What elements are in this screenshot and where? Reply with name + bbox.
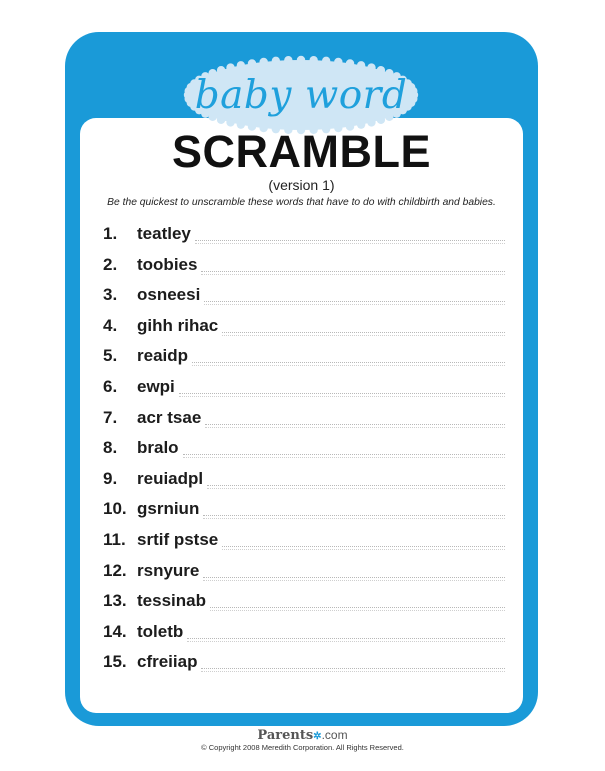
answer-line	[201, 271, 505, 272]
scrambled-word: teatley	[137, 224, 191, 243]
scrambled-word: gsrniun	[137, 499, 200, 519]
item-number: 6.	[103, 376, 118, 396]
answer-guide-line	[187, 641, 505, 642]
list-item	[103, 467, 505, 498]
item-number: 4.	[103, 315, 118, 335]
version-label: (version 1)	[268, 177, 335, 193]
scrambled-word: osneesi	[137, 285, 201, 305]
answer-line	[204, 301, 505, 302]
item-number: 13.	[103, 591, 127, 611]
item-number: 10.	[103, 499, 127, 519]
scrambled-word: reuiadpl	[137, 468, 204, 488]
scrambled-word: ewpi	[137, 376, 175, 396]
answer-guide-line	[222, 335, 505, 336]
answer-line	[192, 362, 505, 363]
scrambled-word: srtif pstse	[137, 529, 219, 549]
list-item	[103, 650, 505, 681]
scramble-word-list	[103, 222, 505, 681]
answer-guide-line	[203, 580, 505, 581]
list-item	[103, 344, 505, 375]
scrambled-word: cfreiiap	[137, 652, 198, 672]
answer-line	[183, 454, 505, 455]
list-item	[103, 436, 505, 467]
answer-guide-line	[222, 549, 505, 550]
answer-guide-line	[201, 671, 505, 672]
list-item	[103, 528, 505, 559]
scrambled-word: toletb	[137, 621, 184, 641]
scrambled-word: tessinab	[137, 591, 206, 611]
instructions-text: Be the quickest to unscramble these words that have to do with childbirth and babies.	[107, 197, 496, 208]
answer-line	[205, 424, 505, 425]
answer-guide-line	[210, 610, 505, 611]
star-icon: ✲	[313, 731, 322, 742]
answer-line	[179, 393, 505, 394]
answer-line	[222, 546, 505, 547]
item-number: 9.	[103, 468, 118, 488]
answer-guide-line	[179, 396, 505, 397]
answer-line	[210, 607, 505, 608]
list-item	[103, 314, 505, 345]
list-item	[103, 620, 505, 651]
answer-guide-line	[192, 365, 505, 366]
item-number: 15.	[103, 652, 127, 672]
list-item	[103, 497, 505, 528]
baby-word-badge	[182, 54, 420, 136]
copyright-notice: © Copyright 2008 Meredith Corporation. All Rights Reserved.	[201, 743, 404, 752]
answer-guide-line	[207, 488, 505, 489]
logo-name: Parents	[257, 728, 314, 743]
scrambled-word: gihh rihac	[137, 315, 219, 335]
list-item	[103, 222, 505, 253]
list-item	[103, 375, 505, 406]
answer-line	[187, 638, 505, 639]
logo-suffix: .com	[321, 728, 348, 742]
item-number: 3.	[103, 285, 118, 305]
badge-text: baby word	[194, 72, 408, 118]
page-title: SCRAMBLE	[172, 126, 431, 177]
item-number: 5.	[103, 346, 118, 366]
parents-logo	[0, 728, 605, 743]
item-number: 12.	[103, 560, 127, 580]
answer-guide-line	[203, 518, 505, 519]
answer-guide-line	[201, 274, 505, 275]
list-item	[103, 253, 505, 284]
list-item	[103, 283, 505, 314]
answer-line	[203, 515, 505, 516]
answer-guide-line	[205, 427, 505, 428]
item-number: 11.	[103, 529, 126, 549]
scrambled-word: reaidp	[137, 346, 189, 366]
scrambled-word: rsnyure	[137, 560, 200, 580]
answer-line	[201, 668, 505, 669]
item-number: 2.	[103, 254, 118, 274]
answer-guide-line	[183, 457, 505, 458]
answer-line	[222, 332, 505, 333]
answer-line	[203, 577, 505, 578]
answer-guide-line	[204, 304, 505, 305]
item-number: 1.	[103, 224, 118, 243]
answer-guide-line	[195, 243, 505, 244]
item-number: 7.	[103, 407, 118, 427]
list-item	[103, 559, 505, 590]
answer-line	[207, 485, 505, 486]
item-number: 8.	[103, 438, 118, 458]
scrambled-word: toobies	[137, 254, 198, 274]
answer-line	[195, 240, 505, 241]
item-number: 14.	[103, 621, 127, 641]
list-item	[103, 589, 505, 620]
scrambled-word: acr tsae	[137, 407, 202, 427]
list-item	[103, 406, 505, 437]
scrambled-word: bralo	[137, 438, 179, 458]
